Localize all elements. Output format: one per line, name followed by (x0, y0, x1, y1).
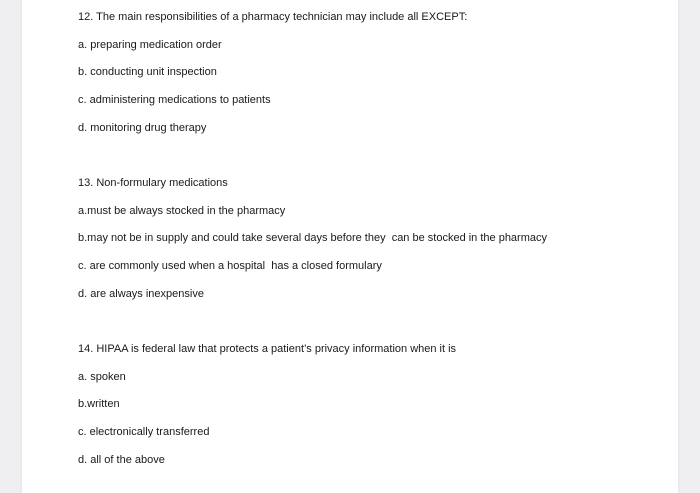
question-13-prompt: 13. Non-formulary medications (78, 177, 228, 189)
question-14-option-a: a. spoken (78, 371, 126, 383)
question-13-option-c: c. are commonly used when a hospital has a closed formulary (78, 260, 382, 272)
question-14-option-b: b.written (78, 398, 120, 410)
question-13-option-a: a.must be always stocked in the pharmacy (78, 205, 286, 217)
question-12-option-c: c. administering medications to patients (78, 94, 271, 106)
question-14-option-c: c. electronically transferred (78, 426, 210, 438)
question-14-option-d: d. all of the above (78, 454, 165, 466)
question-12-prompt: 12. The main responsibilities of a pharmacy technician may include all EXCEPT: (78, 11, 468, 23)
question-14-prompt: 14. HIPAA is federal law that protects a patient’s privacy information when it is (78, 343, 457, 355)
question-12-option-d: d. monitoring drug therapy (78, 122, 207, 134)
document-page (22, 0, 678, 493)
question-13-option-b: b.may not be in supply and could take several days before they can be stocked in the pharmacy (78, 232, 547, 244)
question-12-option-a: a. preparing medication order (78, 39, 222, 51)
question-13-option-d: d. are always inexpensive (78, 288, 204, 300)
question-12-option-b: b. conducting unit inspection (78, 66, 217, 78)
